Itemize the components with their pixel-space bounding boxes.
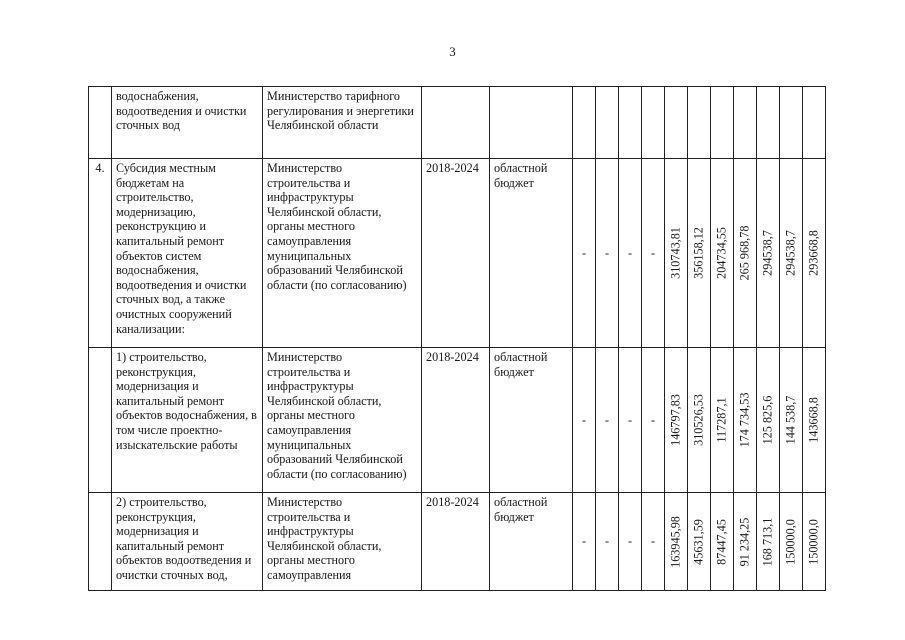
- amount-cell: [757, 493, 780, 591]
- amount-value: 146797,83: [668, 394, 683, 446]
- page-number: 3: [449, 44, 456, 59]
- amount-cell: [711, 159, 734, 348]
- executor-cell: Министерство строительства и инфраструктуры Челябинской области, органы местного самоуправления муниципальных образований Челябинской области (по согласованию): [263, 348, 422, 493]
- period-cell: 2018-2024: [422, 348, 490, 493]
- amount-value: 174 734,53: [737, 392, 752, 448]
- empty-value-cell: -: [596, 493, 619, 591]
- amount-cell: [734, 159, 757, 348]
- row-number-cell: 4.: [89, 159, 112, 348]
- amount-value: 150000,0: [806, 518, 821, 565]
- executor-cell: Министерство строительства и инфраструктуры Челябинской области, органы местного самоуправления: [263, 493, 422, 591]
- amount-cell: [688, 493, 711, 591]
- amount-cell: [803, 493, 826, 591]
- funding-source-cell: областной бюджет: [490, 348, 573, 493]
- empty-value-cell: -: [642, 348, 665, 493]
- amount-cell: [665, 159, 688, 348]
- empty-value-cell: -: [619, 348, 642, 493]
- executor-cell: Министерство тарифного регулирования и энергетики Челябинской области: [263, 87, 422, 159]
- empty-value-cell: [596, 87, 619, 159]
- amount-value: 310743,81: [668, 227, 683, 279]
- amount-cell: [688, 159, 711, 348]
- amount-cell: [780, 493, 803, 591]
- amount-cell: [803, 348, 826, 493]
- amount-cell: [734, 348, 757, 493]
- period-cell: 2018-2024: [422, 493, 490, 591]
- amount-cell: [757, 87, 780, 159]
- amount-cell: [780, 159, 803, 348]
- amount-value: 125 825,6: [760, 395, 775, 445]
- activity-name-cell: Субсидия местным бюджетам на строительство, модернизацию, реконструкцию и капитальный ремонт объектов систем водоснабжения, водоотведения и очистки сточных вод, а также очистных сооружений канализации:: [112, 159, 263, 348]
- activity-name-cell: 2) строительство, реконструкция, модернизация и капитальный ремонт объектов водоотведения и очистки сточных вод,: [112, 493, 263, 591]
- amount-value: 144 538,7: [783, 395, 798, 445]
- amount-cell: [780, 348, 803, 493]
- table-row: [89, 87, 826, 159]
- empty-value-cell: -: [619, 493, 642, 591]
- budget-table: [88, 86, 826, 591]
- amount-value: 168 713,1: [760, 517, 775, 566]
- amount-cell: [665, 493, 688, 591]
- amount-cell: [665, 348, 688, 493]
- amount-cell: [688, 348, 711, 493]
- row-number-cell: [89, 87, 112, 159]
- amount-cell: [757, 159, 780, 348]
- funding-source-cell: областной бюджет: [490, 159, 573, 348]
- table-row: [89, 493, 826, 591]
- empty-value-cell: -: [573, 493, 596, 591]
- empty-value-cell: -: [573, 159, 596, 348]
- amount-cell: [734, 87, 757, 159]
- amount-cell: [803, 87, 826, 159]
- amount-value: 163945,98: [668, 515, 683, 568]
- amount-cell: [803, 159, 826, 348]
- amount-cell: [711, 348, 734, 493]
- activity-name-cell: 1) строительство, реконструкция, модернизация и капитальный ремонт объектов водоснабжения, в том числе проектно-изыскательские работы: [112, 348, 263, 493]
- amount-cell: [688, 87, 711, 159]
- amount-value: 91 234,25: [737, 517, 752, 566]
- amount-value: 150000,0: [783, 518, 798, 565]
- empty-value-cell: [619, 87, 642, 159]
- row-number-cell: [89, 348, 112, 493]
- empty-value-cell: [573, 87, 596, 159]
- period-cell: [422, 87, 490, 159]
- period-cell: 2018-2024: [422, 159, 490, 348]
- row-number-cell: [89, 493, 112, 591]
- activity-name-cell: водоснабжения, водоотведения и очистки сточных вод: [112, 87, 263, 159]
- amount-cell: [711, 87, 734, 159]
- amount-cell: [757, 348, 780, 493]
- amount-cell: [665, 87, 688, 159]
- amount-value: 356158,12: [691, 227, 706, 279]
- executor-cell: Министерство строительства и инфраструктуры Челябинской области, органы местного самоуправления муниципальных образований Челябинской области (по согласованию): [263, 159, 422, 348]
- amount-value: 143668,8: [806, 397, 821, 443]
- funding-source-cell: областной бюджет: [490, 493, 573, 591]
- table-row: [89, 348, 826, 493]
- empty-value-cell: -: [642, 159, 665, 348]
- amount-value: 294538,7: [783, 230, 798, 276]
- amount-value: 265 968,78: [737, 225, 752, 281]
- empty-value-cell: -: [642, 493, 665, 591]
- table-row: [89, 159, 826, 348]
- empty-value-cell: -: [573, 348, 596, 493]
- empty-value-cell: -: [596, 348, 619, 493]
- empty-value-cell: -: [619, 159, 642, 348]
- amount-value: 117287,1: [714, 397, 729, 443]
- amount-value: 310526,53: [691, 394, 706, 446]
- amount-value: 204734,55: [714, 227, 729, 279]
- empty-value-cell: [642, 87, 665, 159]
- funding-source-cell: [490, 87, 573, 159]
- amount-cell: [711, 493, 734, 591]
- empty-value-cell: -: [596, 159, 619, 348]
- amount-value: 87447,45: [714, 518, 729, 565]
- amount-cell: [734, 493, 757, 591]
- amount-value: 45631,59: [691, 518, 706, 565]
- amount-cell: [780, 87, 803, 159]
- amount-value: 294538,7: [760, 230, 775, 276]
- amount-value: 293668,8: [806, 230, 821, 276]
